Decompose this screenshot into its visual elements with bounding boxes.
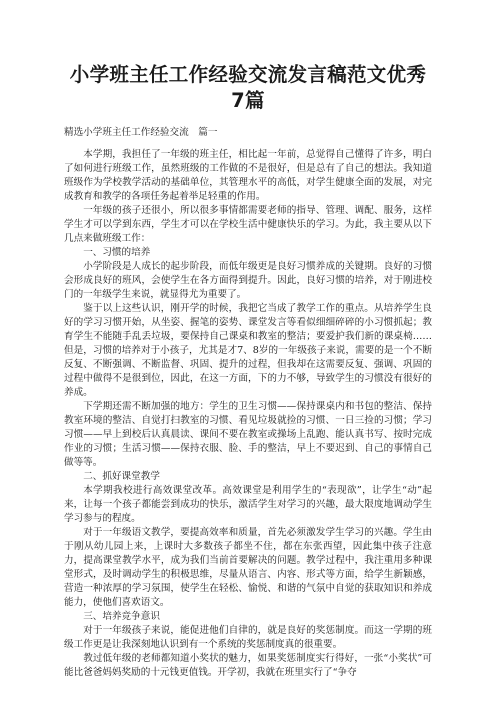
paragraph: 对于一年级孩子来说，能促进他们自律的，就是良好的奖惩制度。而这一学期的班级工作更是让我深刻地认识到有一个系统的奖惩制度真的很重要。: [64, 625, 432, 650]
document-body: [64, 148, 432, 680]
paragraph: 鉴于以上这些认识，刚开学的时候，我把它当成了教学工作的重点。从培养学生良好的学习习惯开始，从坐姿、握笔的姿势、课堂发言等看似细细碎碎的小习惯抓起；教育学生不能随手乱丢垃圾，要保持自己课桌和教室的整洁；要爱护我们新的课桌椅……但是，习惯的培养对于小孩子，尤其是才7、8岁的一年级孩子来说，需要的是一个不断反复、不断强调、不断监督、巩固、提升的过程，但我却在这需要反复、强调、巩固的过程中做得不是很到位，因此，在这一方面，下的力不够，导致学生的习惯没有很好的养成。: [64, 303, 432, 398]
section-heading: 三、培养竞争意识: [83, 611, 160, 622]
paragraph: 一年级的孩子还很小，所以很多事情都需要老师的指导、管理、调配、服务，这样学生才可以学到东西，学生才可以在学校生活中健康快乐的学习。为此，我主要从以下几点来做班级工作：: [64, 205, 432, 244]
page-title: 小学班主任工作经验交流发言稿范文优秀7篇: [69, 63, 427, 112]
paragraph: 教过低年级的老师都知道小奖状的魅力，如果奖惩制度实行得好，一张“小奖状”可能比爸爸妈妈奖励的十元钱更值钱。开学初，我就在班里实行了“争夺: [64, 653, 432, 678]
paragraph: 本学期，我担任了一年级的班主任，相比起一年前，总觉得自己懂得了许多，明白了如何进行班级工作，虽然班级的工作做的不是很好，但是总有了自己的想法。我知道班级作为学校教学活动的基础单位，其管理水平的高低，对学生健康全面的发展，对完成教育和教学的各项任务起着举足轻重的作用。: [64, 149, 432, 202]
paragraph: 本学期我校进行高效课堂改革。高效课堂是利用学生的“表现欲”，让学生“动”起来，让每一个孩子都能尝到成功的快乐，激活学生对学习的兴趣，最大限度地调动学生学习参与的程度。: [64, 485, 432, 524]
paragraph: 小学阶段是人成长的起步阶段，而低年级更是良好习惯养成的关键期。良好的习惯会形成良好的班风，会使学生在各方面得到提升。因此，良好习惯的培养，对于刚进校门的一年级学生来说，就显得尤为重要了。: [64, 261, 432, 300]
section-heading: 一、习惯的培养: [83, 247, 151, 258]
paragraph: 下学期还需不断加强的地方：学生的卫生习惯——保持课桌内和书包的整洁、保持教室环境的整洁、自觉打扫教室的习惯、看见垃圾就捡的习惯、一日三捡的习惯；学习习惯——早上到校后认真晨读、课间不要在教室或操场上乱跑、能认真书写、按时完成作业的习惯；生活习惯——保持衣服、脸、手的整洁，早上不要迟到、自己的事情自己做等等。: [64, 401, 432, 468]
section-subtitle: 精选小学班主任工作经验交流 篇一: [64, 127, 218, 138]
paragraph: 对于一年级语文教学，要提高效率和质量，首先必须激发学生学习的兴趣。学生由于刚从幼儿园上来，上课时大多数孩子都坐不住，都在东张西望，因此集中孩子注意力，提高课堂教学水平，成为我们当前首要解决的问题。教学过程中，我注重用多种课堂形式，及时调动学生的积极思维，尽量从语言、内容、形式等方面，给学生新颖感，营造一种浓厚的学习氛围，使学生在轻松、愉悦、和谐的气氛中自觉的获取知识和养成能力，使他们喜欢语文。: [64, 527, 432, 608]
section-heading: 二、抓好课堂教学: [83, 471, 160, 482]
